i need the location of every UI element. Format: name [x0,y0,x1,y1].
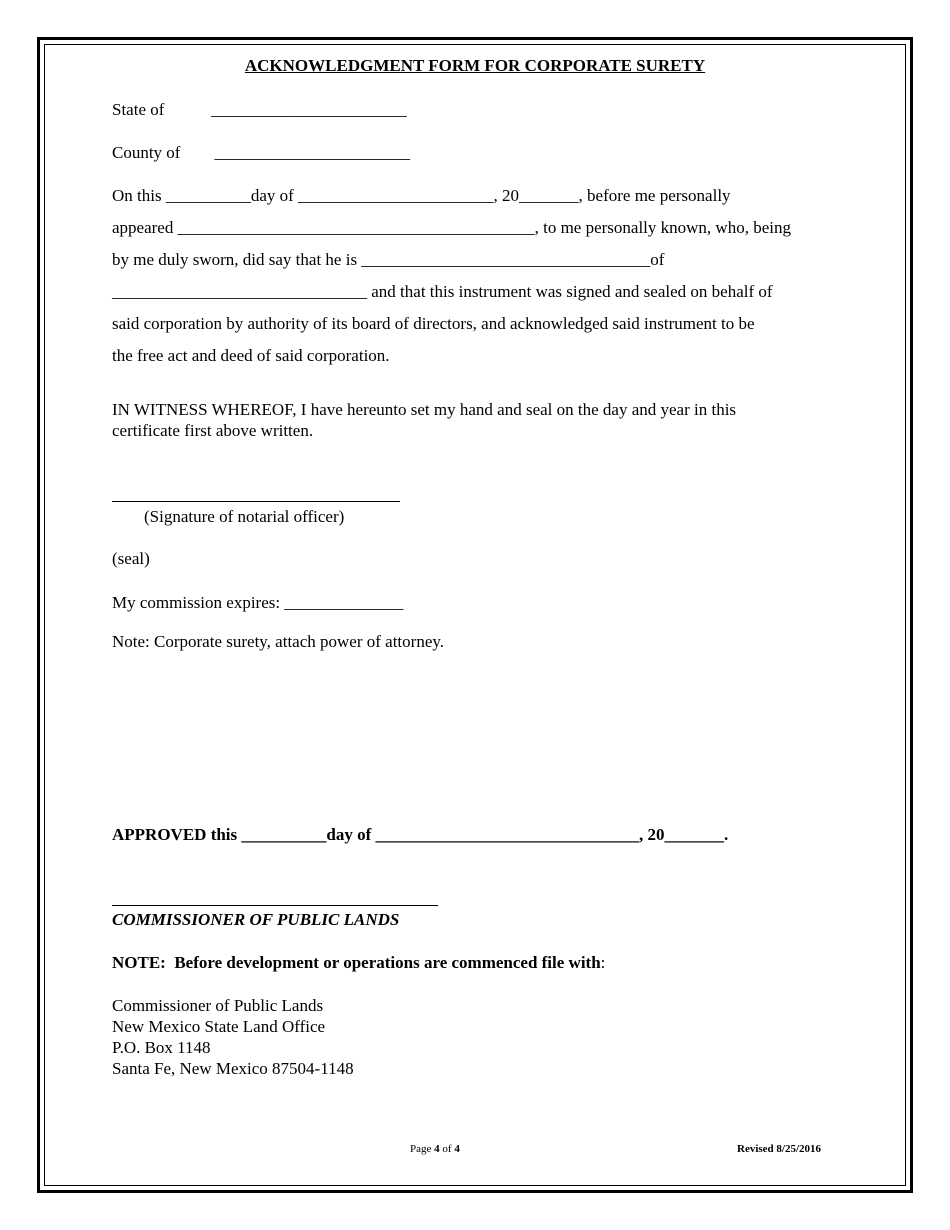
revision-date: Revised 8/25/2016 [737,1143,822,1155]
state-field[interactable]: State of _______________________ [112,100,407,119]
filing-note [112,953,605,973]
address-line: Santa Fe, New Mexico 87504-1148 [112,1059,354,1078]
page-current: 4 [434,1143,440,1155]
filing-note-colon: : [600,953,606,972]
surety-note: Note: Corporate surety, attach power of attorney. [112,632,445,651]
page-of: of [439,1143,455,1155]
address-line: P.O. Box 1148 [112,1038,211,1057]
filing-note-text: NOTE: Before development or operations are commenced file with [112,953,601,972]
form-title: ACKNOWLEDGMENT FORM FOR CORPORATE SURETY [244,56,706,75]
address-line: New Mexico State Land Office [112,1017,326,1036]
paragraph-line: the free act and deed of said corporation. [112,346,390,365]
page-prefix: Page [410,1143,435,1155]
paragraph-line: said corporation by authority of its board of directors, and acknowledged said instrument to be [112,314,755,333]
address-line: Commissioner of Public Lands [112,996,324,1015]
commissioner-signature-line[interactable] [112,905,438,906]
approved-line[interactable]: APPROVED this __________day of _______________________________, 20_______. [112,825,729,844]
commission-expires-field[interactable]: My commission expires: ______________ [112,593,404,612]
commissioner-title: COMMISSIONER OF PUBLIC LANDS [112,910,400,929]
paragraph-line[interactable]: On this __________day of _______________________, 20_______, before me personally [112,186,731,205]
page-number [410,1142,460,1156]
witness-line: certificate first above written. [112,421,314,440]
signature-label: (Signature of notarial officer) [144,507,345,526]
paragraph-line[interactable]: by me duly sworn, did say that he is __________________________________of [112,250,665,269]
page-total: 4 [454,1143,460,1155]
paragraph-line[interactable]: ______________________________ and that this instrument was signed and sealed on behalf of [112,282,773,301]
witness-line: IN WITNESS WHEREOF, I have hereunto set my hand and seal on the day and year in this [112,400,737,419]
county-field[interactable]: County of _______________________ [112,143,410,162]
notary-signature-line[interactable] [112,501,400,502]
paragraph-line[interactable]: appeared __________________________________________, to me personally known, who, being [112,218,791,237]
seal-label: (seal) [112,549,150,568]
